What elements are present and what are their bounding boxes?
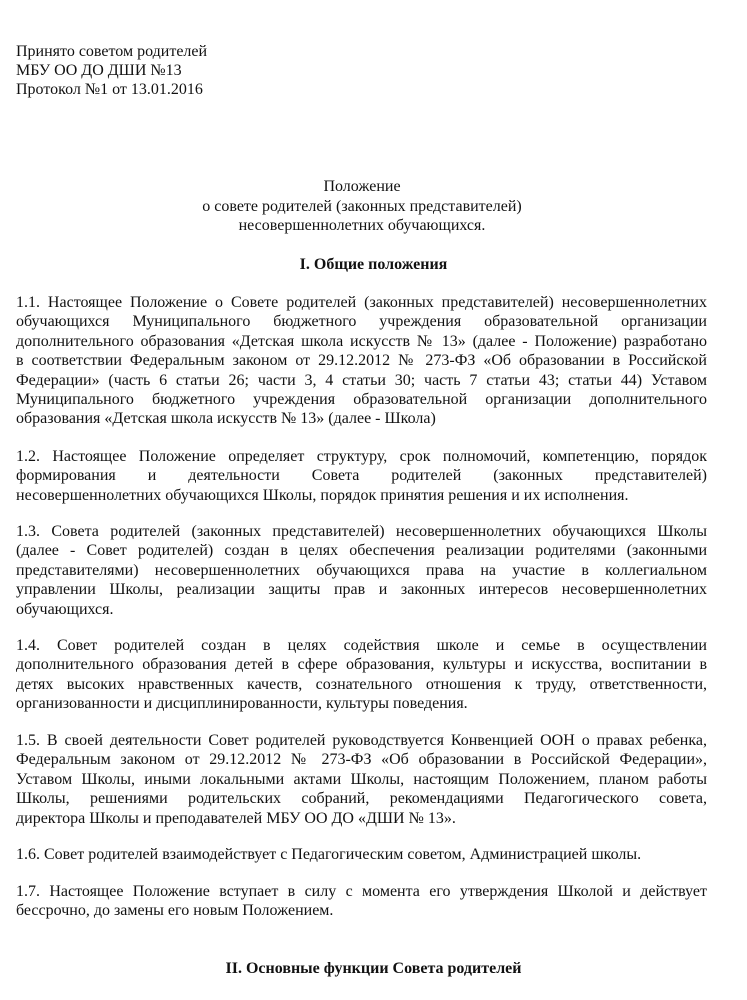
paragraph-1-3 <box>16 522 707 619</box>
paragraph-line: 1.4. Совет родителей создан в целях содействия школе и семье в осуществлении <box>16 637 707 654</box>
paragraph-1-2 <box>16 447 707 505</box>
paragraph-line: 1.7. Настоящее Положение вступает в силу с момента его утверждения Школой и действует <box>16 883 707 900</box>
paragraph-line: 1.1. Настоящее Положение о Совете родителей (законных представителей) несовершеннолетних <box>16 294 707 311</box>
paragraph-1-4 <box>16 636 707 714</box>
paragraph-line: Уставом Школы, иными локальными актами Школы, настоящим Положением, планом работы <box>16 770 707 788</box>
paragraph-line: дополнительного образования «Детская школа искусств № 13» (далее - Положение) разработано <box>16 332 707 350</box>
paragraph-line: дополнительного образования детей в сфере образования, культуры и искусства, воспитании в <box>16 656 707 674</box>
section-2-heading: II. Основные функции Совета родителей <box>225 960 522 977</box>
paragraph-line: организованности и дисциплинированности, культуры поведения. <box>16 695 468 713</box>
section-1-heading: I. Общие положения <box>299 256 448 273</box>
paragraph-line: (далее - Совет родителей) создан в целях обеспечения реализации родителями (законными <box>16 542 707 560</box>
title-line-3: несовершеннолетних обучающихся. <box>238 217 486 234</box>
paragraph-line: бессрочно, до замены его новым Положением. <box>16 902 334 920</box>
document-title <box>0 177 724 236</box>
approval-header <box>16 42 207 99</box>
paragraph-line: 1.3. Совета родителей (законных представителей) несовершеннолетних обучающихся Школы <box>16 523 707 540</box>
paragraph-line: Федеральным законом от 29.12.2012 № 273-ФЗ «Об образовании в Российской Федерации», <box>16 751 707 769</box>
paragraph-line: Федерации» (часть 6 статьи 26; части 3, 4 статьи 30; часть 7 статьи 43; статьи 44) Уставом <box>16 371 707 389</box>
paragraph-line: 1.6. Совет родителей взаимодействует с Педагогическим советом, Администрацией школы. <box>16 846 642 863</box>
paragraph-line: 1.5. В своей деятельности Совет родителей руководствуется Конвенцией ООН о правах ребенка, <box>16 732 707 749</box>
paragraph-line: директора Школы и преподавателей МБУ ОО ДО «ДШИ № 13». <box>16 809 456 827</box>
paragraph-1-5 <box>16 731 707 828</box>
approval-line-council: Принято советом родителей <box>16 43 208 60</box>
paragraph-line: детях высоких нравственных качеств, сознательного отношения к труду, ответственности, <box>16 675 707 693</box>
paragraph-line: представителями) несовершеннолетних обучающихся права на участие в коллегиальном <box>16 561 707 579</box>
paragraph-line: Школы, решениями родительских собраний, рекомендациями Педагогического совета, <box>16 790 707 808</box>
approval-line-institution: МБУ ОО ДО ДШИ №13 <box>16 62 182 79</box>
paragraph-line: 1.2. Настоящее Положение определяет структуру, срок полномочий, компетенцию, порядок <box>16 448 707 465</box>
paragraph-1-6 <box>16 845 707 864</box>
paragraph-1-7 <box>16 882 707 921</box>
paragraph-line: обучающихся. <box>16 600 114 618</box>
paragraph-line: управлении Школы, реализации защиты прав и законных интересов несовершеннолетних <box>16 581 707 599</box>
paragraph-1-1 <box>16 293 707 429</box>
paragraph-line: обучающихся Муниципального бюджетного учреждения образовательной организации <box>16 313 707 331</box>
paragraph-line: несовершеннолетних обучающихся Школы, порядок принятия решения и их исполнения. <box>16 486 629 504</box>
paragraph-line: в соответствии Федеральным законом от 29.12.2012 № 273-ФЗ «Об образовании в Российской <box>16 352 707 370</box>
approval-line-protocol: Протокол №1 от 13.01.2016 <box>16 81 203 98</box>
paragraph-line: образования «Детская школа искусств № 13» (далее - Школа) <box>16 410 436 428</box>
title-line-2: о совете родителей (законных представителей) <box>202 197 522 215</box>
paragraph-line: Муниципального бюджетного учреждения образовательной организации дополнительного <box>16 390 707 408</box>
paragraph-line: формирования и деятельности Совета родителей (законных представителей) <box>16 467 707 485</box>
title-line-1: Положение <box>323 178 401 195</box>
